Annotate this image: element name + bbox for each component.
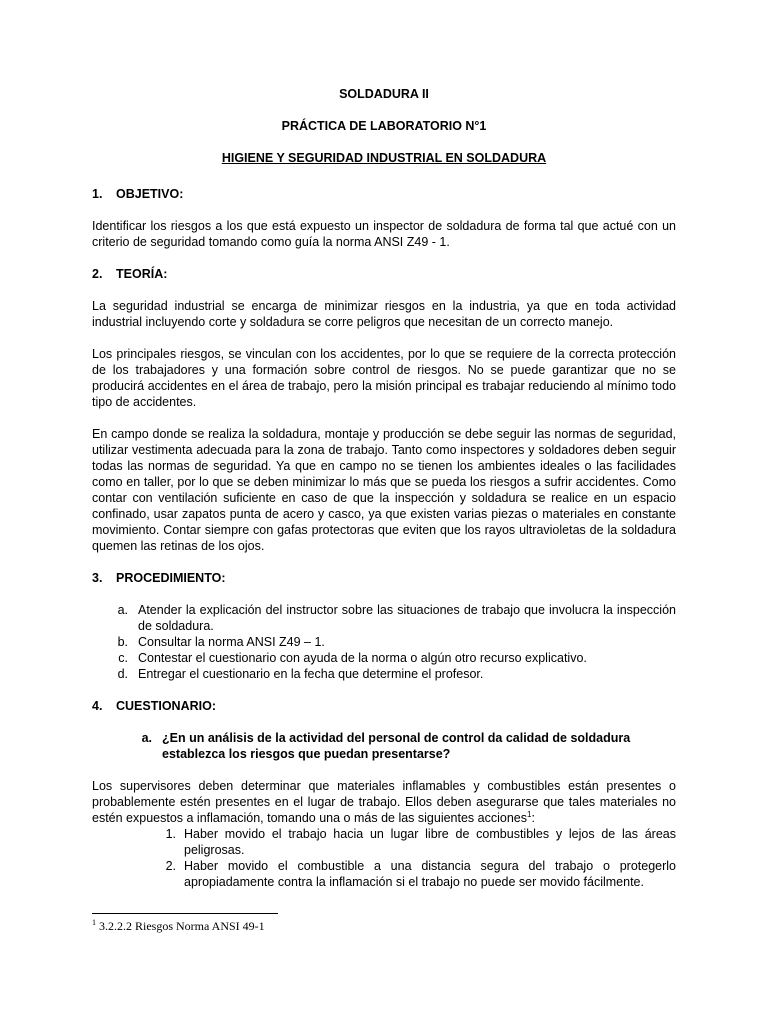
list-marker: b. <box>117 635 128 649</box>
actions-list <box>92 826 676 890</box>
section-number: 1. <box>92 187 103 201</box>
list-item-text: Contestar el cuestionario con ayuda de la norma o algún otro recurso explicativo. <box>138 651 587 665</box>
section-heading-teoria <box>92 266 676 282</box>
section-number: 4. <box>92 699 103 713</box>
list-item <box>92 666 676 682</box>
course-title: SOLDADURA II <box>339 87 429 101</box>
list-item-text: Consultar la norma ANSI Z49 – 1. <box>138 635 325 649</box>
list-item <box>92 602 676 634</box>
list-marker: d. <box>117 667 128 681</box>
list-item <box>92 634 676 650</box>
document-page <box>92 86 676 890</box>
section-heading-objetivo <box>92 186 676 202</box>
practice-title: PRÁCTICA DE LABORATORIO N°1 <box>281 119 487 133</box>
list-marker: c. <box>118 651 128 665</box>
answer-text: Los supervisores deben determinar que materiales inflamables y combustibles están presentes o probablemente estén presentes en el lugar de trabajo. Ellos deben asegurarse que tales materiales no estén expuestos a inflamación, tomando una o más de las siguientes acciones <box>92 779 676 825</box>
topic-title: HIGIENE Y SEGURIDAD INDUSTRIAL EN SOLDADURA <box>221 151 547 165</box>
list-item-text: Entregar el cuestionario en la fecha que determine el profesor. <box>138 667 484 681</box>
teoria-paragraph-2: Los principales riesgos, se vinculan con los accidentes, por lo que se requiere de la correcta protección de los trabajadores y una formación sobre control de riesgos. No se puede garantizar que no se producirá accidentes en el área de trabajo, pero la misión principal es trabajar reduciendo al mínimo todo tipo de accidentes. <box>92 347 676 409</box>
section-number: 2. <box>92 267 103 281</box>
section-heading-cuestionario <box>92 698 676 714</box>
footnote <box>92 919 265 933</box>
section-title: CUESTIONARIO: <box>116 699 216 713</box>
section-number: 3. <box>92 571 103 585</box>
question-item <box>92 730 676 762</box>
section-heading-procedimiento <box>92 570 676 586</box>
list-marker: 1. <box>165 827 176 841</box>
section-title: OBJETIVO: <box>116 187 184 201</box>
footnote-reference[interactable]: 1 <box>527 809 532 819</box>
teoria-paragraph-3: En campo donde se realiza la soldadura, montaje y producción se debe seguir las normas de seguridad, utilizar vestimenta adecuada para la zona de trabajo. Tanto como inspectores y soldadores deben seguir todas las normas de seguridad. Ya que en campo no se tienen los ambientes ideales o las facilidades como en taller, por lo que se deben minimizar lo más que se pueda los riesgos a sufrir accidentes. Como contar con ventilación suficiente en caso de que la inspección y soldadura se realice en un espacio confinado, usar zapatos punta de acero y casco, ya que existen varias piezas o materiales en constante movimiento. Contar siempre con gafas protectoras que eviten que los rayos ultravioletas de la soldadura quemen las retinas de los ojos. <box>92 427 676 553</box>
footnote-separator <box>92 913 278 914</box>
list-item-text: Haber movido el trabajo hacia un lugar libre de combustibles y lejos de las áreas peligrosas. <box>184 827 676 857</box>
section-title: PROCEDIMIENTO: <box>116 571 226 585</box>
procedure-list <box>92 602 676 682</box>
question-marker: a. <box>141 731 152 745</box>
footnote-text: 3.2.2.2 Riesgos Norma ANSI 49-1 <box>96 919 265 933</box>
list-item-text: Atender la explicación del instructor sobre las situaciones de trabajo que involucra la inspección de soldadura. <box>138 603 676 633</box>
teoria-paragraph-1: La seguridad industrial se encarga de minimizar riesgos en la industria, ya que en toda actividad industrial incluyendo corte y soldadura se corre peligros que necesitan de un correcto manejo. <box>92 299 676 329</box>
section-title: TEORÍA: <box>116 267 168 281</box>
list-item <box>92 826 676 858</box>
list-item-text: Haber movido el combustible a una distancia segura del trabajo o protegerlo apropiadamente contra la inflamación si el trabajo no puede ser movido fácilmente. <box>184 859 676 889</box>
list-item <box>92 858 676 890</box>
list-item <box>92 650 676 666</box>
footnote-number: 1 <box>92 918 96 927</box>
answer-paragraph <box>92 778 676 826</box>
list-marker: a. <box>117 603 128 617</box>
list-marker: 2. <box>165 859 176 873</box>
question-text: ¿En un análisis de la actividad del personal de control da calidad de soldadura establezca los riesgos que puedan presentarse? <box>162 731 631 761</box>
answer-colon: : <box>531 811 535 825</box>
objetivo-paragraph: Identificar los riesgos a los que está expuesto un inspector de soldadura de forma tal que actué con un criterio de seguridad tomando como guía la norma ANSI Z49 - 1. <box>92 219 676 249</box>
